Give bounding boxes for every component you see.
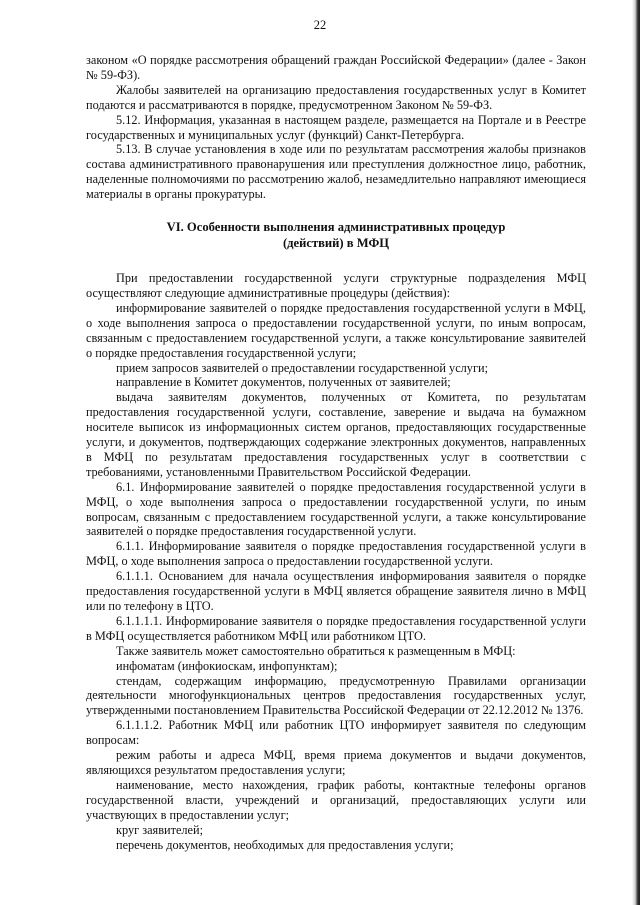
paragraph: законом «О порядке рассмотрения обращений граждан Российской Федерации» (далее - Закон № 59-ФЗ). — [86, 53, 586, 82]
paragraph: круг заявителей; — [116, 822, 204, 837]
section-before-heading — [86, 53, 586, 202]
paragraph: 6.1.1.1.2. Работник МФЦ или работник ЦТО информирует заявителя по следующим вопросам: — [86, 718, 586, 748]
section-heading-line-1: VI. Особенности выполнения административных процедур — [166, 220, 506, 235]
paragraph: прием запросов заявителей о предоставлении государственной услуги; — [116, 360, 488, 375]
paragraph: режим работы и адреса МФЦ, время приема документов и выдачи документов, являющихся результатом предоставления услуги; — [86, 748, 586, 777]
paragraph: Также заявитель может самостоятельно обратиться к размещенным в МФЦ: — [116, 643, 516, 658]
paragraph: перечень документов, необходимых для предоставления услуги; — [116, 837, 454, 852]
document-body — [86, 53, 586, 852]
paragraph: 6.1. Информирование заявителей о порядке предоставления государственной услуги в МФЦ, о ходе выполнения запроса о предоставлении государственной услуги, по иным вопросам, связанным с предоставлением государственной услуги, а также консультирование заявителей о порядке предоставления государственной услуги. — [86, 479, 586, 539]
paragraph: При предоставлении государственной услуги структурные подразделения МФЦ осуществляют следующие административные процедуры (действия): — [86, 271, 586, 300]
paragraph: 6.1.1.1.1. Информирование заявителя о порядке предоставления государственной услуги в МФЦ осуществляется работником МФЦ или работником ЦТО. — [86, 613, 586, 643]
paragraph: 5.13. В случае установления в ходе или по результатам рассмотрения жалобы признаков состава административного правонарушения или преступления должностное лицо, работник, наделенные полномочиями по рассмотрению жалоб, незамедлительно направляют имеющиеся материалы в органы прокуратуры. — [86, 142, 586, 202]
paragraph: наименование, место нахождения, график работы, контактные телефоны органов государственной власти, учреждений и организаций, предоставляющих услуги или участвующих в предоставлении услуг; — [86, 777, 586, 822]
paragraph: выдача заявителям документов, полученных от Комитета, по результатам предоставления государственной услуги, составление, заверение и выдача на бумажном носителе выписок из информационных систем органов, предоставляющих государственные услуги, и документов, подтверждающих содержание электронных документов, направленных в МФЦ по результатам предоставления государственных услуг в соответствии с требованиями, установленными Правительством Российской Федерации. — [86, 390, 586, 479]
section-after-heading — [86, 271, 586, 852]
paragraph: направление в Комитет документов, полученных от заявителей; — [116, 375, 451, 390]
paragraph: информирование заявителей о порядке предоставления государственной услуги в МФЦ, о ходе выполнения запроса о предоставлении государственной услуги, по иным вопросам, связанным с предоставлением государственной услуги, а также консультирование заявителей о порядке предоставления государственной услуги; — [86, 300, 586, 360]
paragraph: Жалобы заявителей на организацию предоставления государственных услуг в Комитет подаются и рассматриваются в порядке, предусмотренном Законом № 59-ФЗ. — [86, 82, 586, 112]
paragraph: 6.1.1.1. Основанием для начала осуществления информирования заявителя о порядке предоставления государственной услуги в МФЦ является обращение заявителя лично в МФЦ или по телефону в ЦТО. — [86, 569, 586, 613]
section-heading — [86, 220, 586, 251]
scan-edge-shadow — [632, 0, 640, 905]
paragraph: 5.12. Информация, указанная в настоящем разделе, размещается на Портале и в Реестре государственных и муниципальных услуг (функций) Санкт-Петербурга. — [86, 112, 586, 142]
paragraph: стендам, содержащим информацию, предусмотренную Правилами организации деятельности многофункциональных центров предоставления государственных услуг, утвержденными постановлением Правительства Российской Федерации от 22.12.2012 № 1376. — [86, 673, 586, 718]
paragraph: инфоматам (инфокиоскам, инфопунктам); — [116, 658, 338, 673]
section-heading-line-2: (действий) в МФЦ — [282, 235, 390, 250]
paragraph: 6.1.1. Информирование заявителя о порядке предоставления государственной услуги в МФЦ, о ходе выполнения запроса о предоставлении государственной услуги. — [86, 539, 586, 569]
page-number: 22 — [313, 18, 327, 32]
